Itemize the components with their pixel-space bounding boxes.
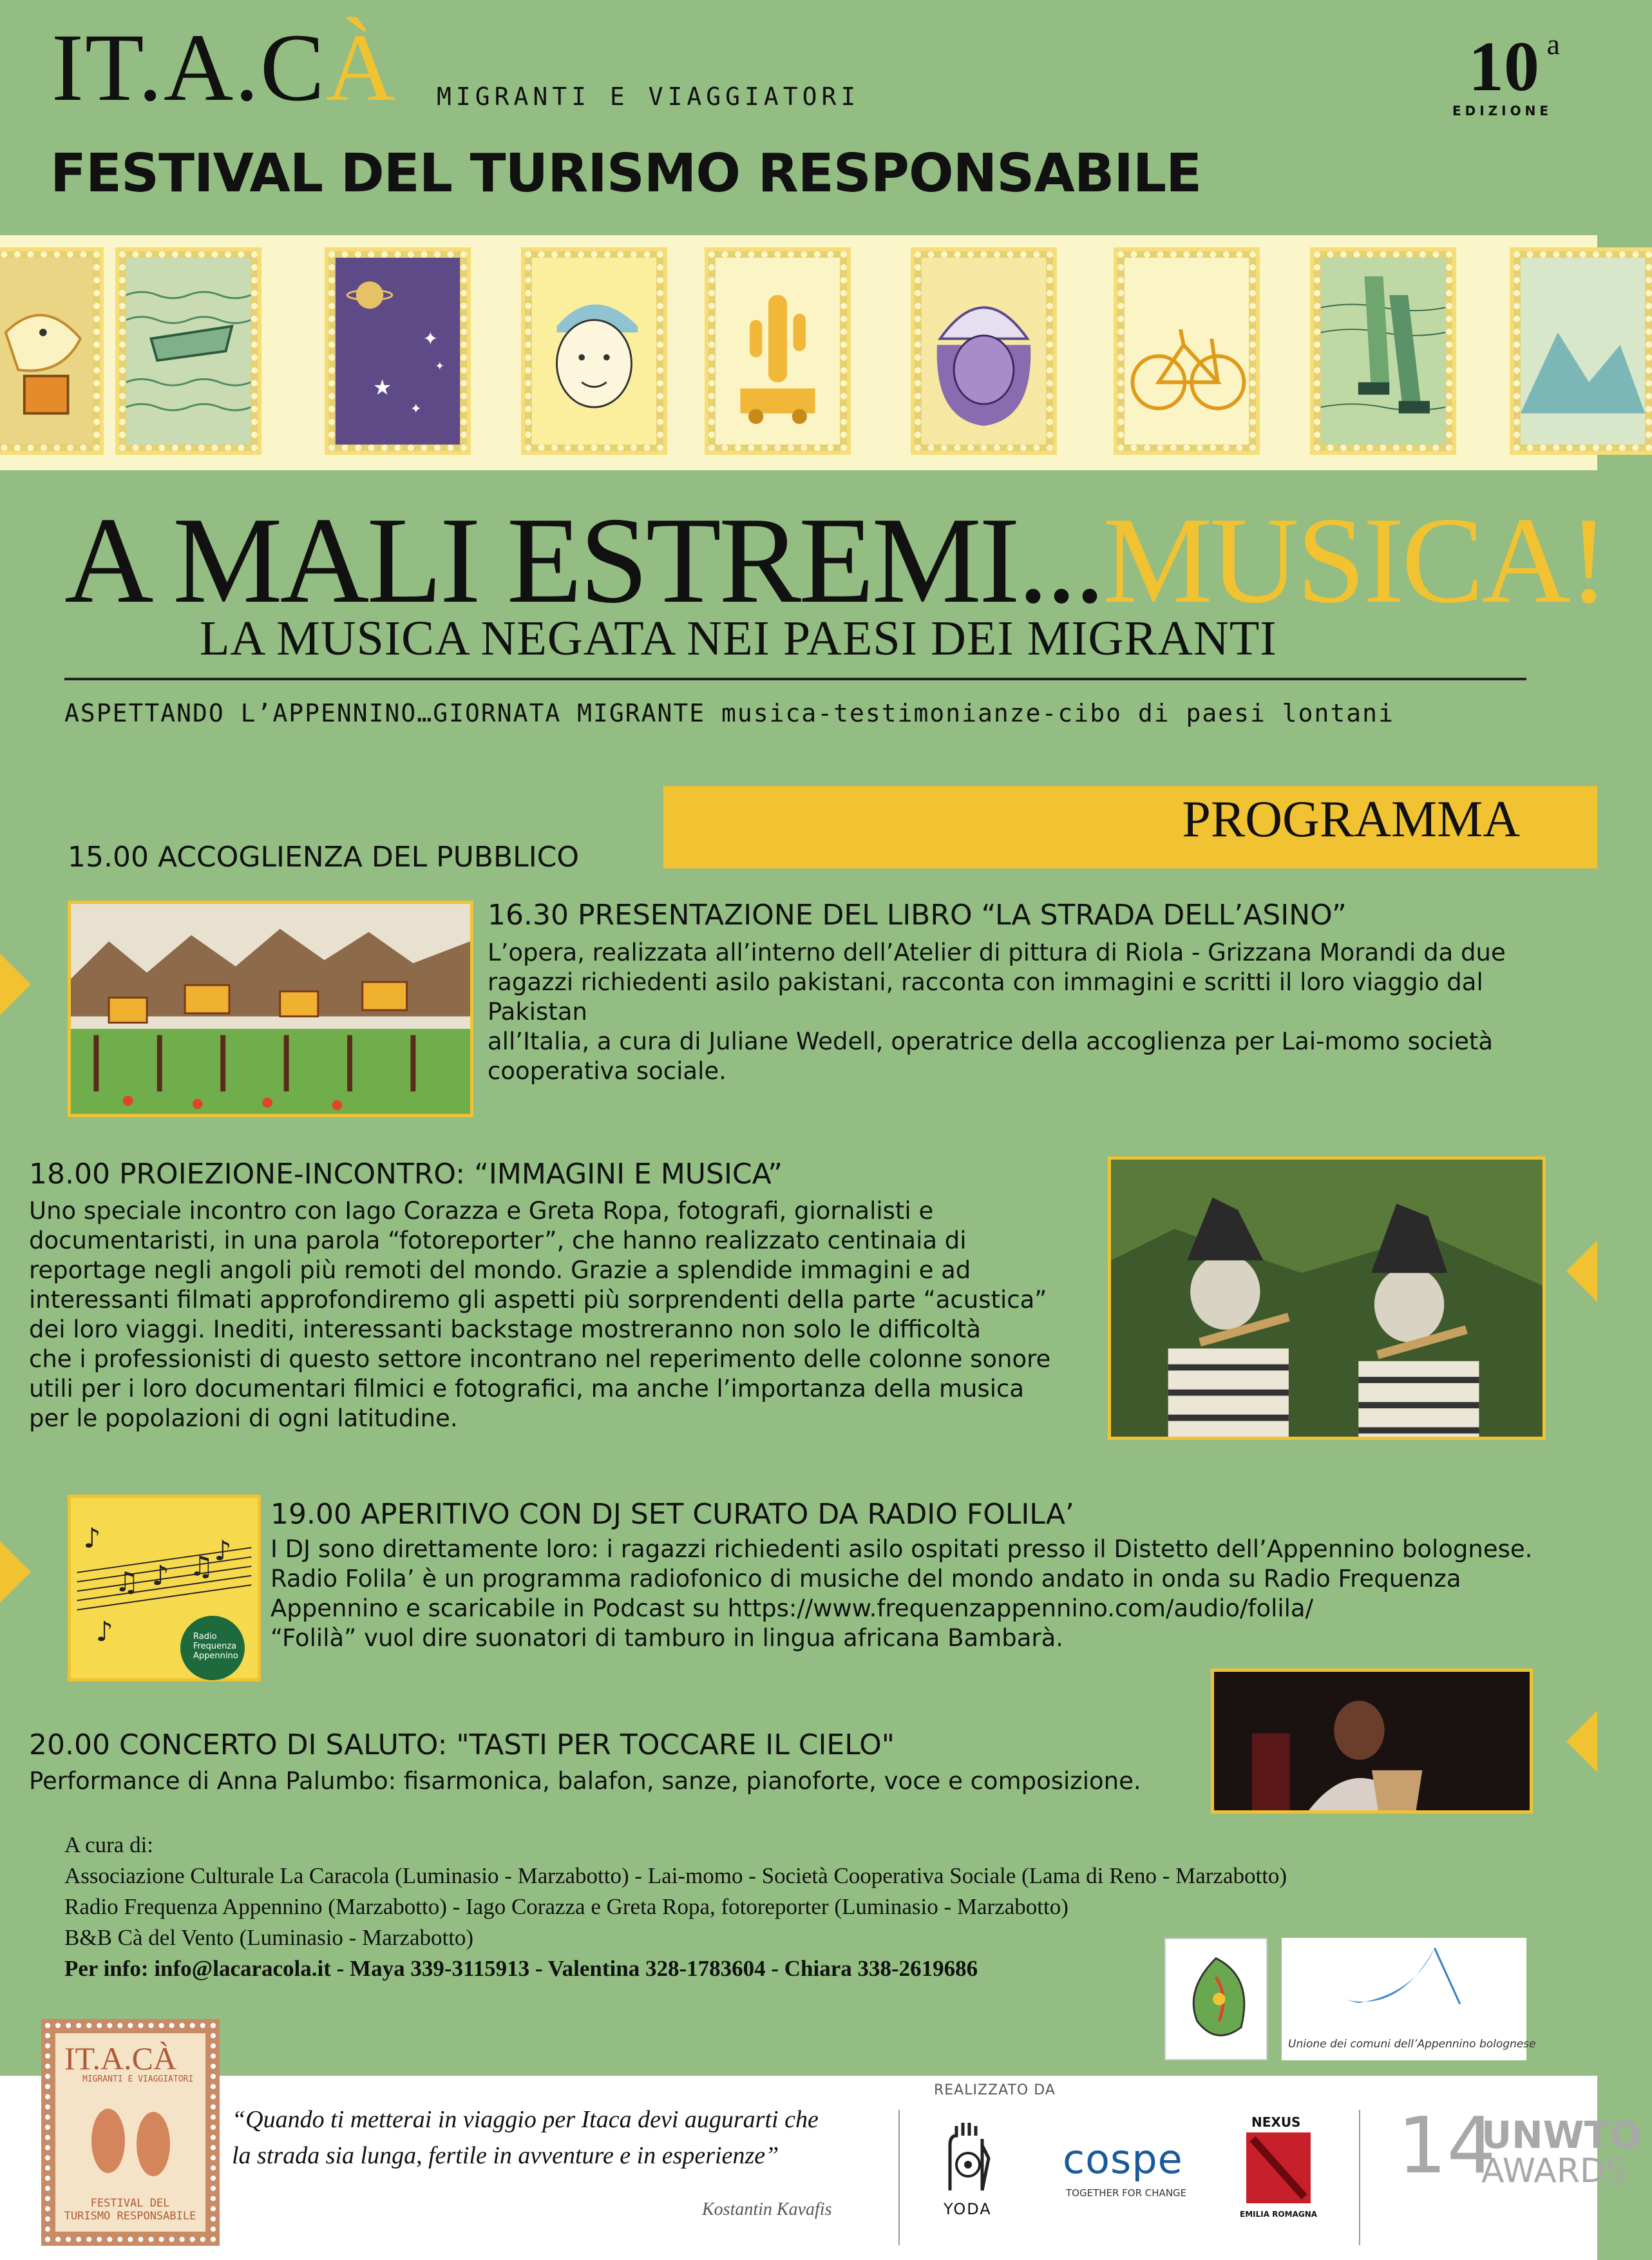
book-painting-image (68, 901, 473, 1117)
body-line: Radio Folila’ è un programma radiofonico di musiche del mondo andato in onda su Radio Frequenza (271, 1565, 1461, 1593)
svg-text:♪: ♪ (214, 1535, 232, 1567)
stamp-bicycle (1117, 251, 1256, 451)
edition-superscript: a (1546, 28, 1560, 61)
svg-text:✦: ✦ (422, 327, 439, 350)
stamp-cactus-truck (708, 251, 847, 451)
body-line: Uno speciale incontro con Iago Corazza e Greta Ropa, fotografi, giornalisti e (29, 1197, 934, 1225)
kavafis-quote (232, 2102, 895, 2174)
bicycle-illustration (1124, 258, 1249, 445)
edition-label: EDIZIONE (1452, 103, 1552, 119)
svg-text:✦: ✦ (410, 401, 422, 417)
body-line: ragazzi richiedenti asilo pakistani, racconta con immagini e scritti il loro viaggio dal Pakistan (488, 968, 1483, 1026)
event-title-highlight: MUSICA! (1103, 492, 1607, 629)
stamp-bottom-line: FESTIVAL DEL (90, 2197, 170, 2210)
body-line: cooperativa sociale. (488, 1057, 726, 1085)
girl-beanie-illustration (921, 258, 1047, 445)
unione-logo-text: Unione dei comuni dell’Appennino bolognese (1288, 2038, 1536, 2051)
yoda-logo (931, 2120, 1008, 2197)
svg-text:♪: ♪ (95, 1616, 113, 1649)
radio-logo-line: Appennino (193, 1651, 238, 1661)
stamp-bird-traveller (0, 251, 100, 451)
footer-divider (898, 2110, 900, 2245)
village-painting-illustration (71, 904, 470, 1114)
stamp-bottom-line: TURISMO RESPONSABILE (64, 2210, 196, 2223)
body-line: all’Italia, a cura di Juliane Wedell, operatrice della accoglienza per Lai-momo società (488, 1028, 1494, 1055)
unwto-bottom: AWARDS (1481, 2152, 1628, 2190)
stamp-logo-sub: MIGRANTI E VIAGGIATORI (82, 2074, 194, 2084)
arrow-right-marker (0, 953, 31, 1015)
cospe-logo: cospe (1063, 2136, 1183, 2183)
body-line: reportage negli angoli più remoti del mondo. Grazie a splendide immagini e ad (29, 1256, 971, 1284)
stamp-logo-text: IT.A.CÀ (64, 2040, 177, 2076)
schedule-heading-2000: 20.00 CONCERTO DI SALUTO: "TASTI PER TOCCARE IL CIELO" (29, 1729, 895, 1761)
svg-text:♫: ♫ (114, 1566, 139, 1598)
boy-face-illustration (531, 258, 657, 445)
logo-itaca (52, 14, 397, 121)
schedule-heading-1800: 18.00 PROIEZIONE-INCONTRO: “IMMAGINI E MUSICA” (29, 1158, 783, 1191)
realizzato-label: REALIZZATO DA (934, 2082, 1056, 2098)
walking-legs-illustration (1320, 258, 1446, 445)
svg-text:✦: ✦ (435, 360, 445, 373)
caracola-logo (1164, 1938, 1267, 2060)
mountain-illustration (1520, 258, 1646, 445)
body-line: Appennino e scaricabile in Podcast su https://www.frequenzappennino.com/audio/folila/ (271, 1594, 1314, 1622)
svg-text:★: ★ (372, 374, 392, 400)
body-line: che i professionisti di questo settore incontrano nel reperimento delle colonne sonore (29, 1345, 1051, 1373)
nexus-text: NEXUS (1251, 2114, 1301, 2130)
nexus-square-icon (1246, 2132, 1311, 2203)
svg-text:♪: ♪ (83, 1523, 101, 1555)
stamp-mountain (1514, 251, 1652, 451)
schedule-body-1800 (29, 1196, 1111, 1433)
divider-top (64, 678, 1526, 680)
arrow-left-marker (1566, 1710, 1597, 1772)
body-line: “Folilà” vuol dire suonatori di tamburo in lingua africana Bambarà. (271, 1624, 1064, 1652)
svg-text:♪: ♪ (151, 1560, 169, 1593)
stamp-boy-portrait (525, 251, 663, 451)
schedule-body-1630 (488, 938, 1557, 1086)
yoda-hand-icon (931, 2120, 1008, 2197)
nexus-logo (1246, 2114, 1311, 2203)
logo-subtitle: MIGRANTI E VIAGGIATORI (437, 82, 860, 111)
event-title (64, 492, 1607, 629)
unwto-number: 14 (1398, 2102, 1496, 2191)
schedule-heading-1500: 15.00 ACCOGLIENZA DEL PUBBLICO (68, 841, 580, 874)
body-line: per le popolazioni di ogni latitudine. (29, 1404, 458, 1432)
body-line: utili per i loro documentari filmici e fotografici, ma anche l’importanza della musica (29, 1375, 1025, 1403)
schedule-heading-1900: 19.00 APERITIVO CON DJ SET CURATO DA RADIO FOLILA’ (271, 1498, 1074, 1531)
quote-line: “Quando ti metterai in viaggio per Itaca devi augurarti che (232, 2106, 819, 2133)
body-line: documentaristi, in una parola “fotoreporter”, che hanno realizzato centinaia di (29, 1227, 967, 1254)
svg-text:♫: ♫ (189, 1551, 214, 1583)
credits-line: Associazione Culturale La Caracola (Luminasio - Marzabotto) - Lai-momo - Società Cooperativa Sociale (Lama di Reno - Marzabotto) (64, 1863, 1287, 1888)
body-line: interessanti filmati approfondiremo gli aspetti più sorprendenti della parte “acustica” (29, 1286, 1047, 1314)
cospe-tagline: TOGETHER FOR CHANGE (1066, 2187, 1187, 2199)
schedule-heading-1630: 16.30 PRESENTAZIONE DEL LIBRO “LA STRADA DELL’ASINO” (488, 899, 1347, 932)
body-line: L’opera, realizzata all’interno dell’Atelier di pittura di Riola - Grizzana Morandi da due (488, 939, 1506, 966)
footprints-icon (70, 2092, 192, 2189)
logo-main: IT.A.C (52, 14, 326, 121)
stamp-boat-waves (119, 251, 258, 451)
caracola-shell-icon (1166, 1939, 1266, 2059)
radio-logo-text (193, 1632, 238, 1661)
schedule-body-1900 (271, 1535, 1565, 1653)
logo-accent: À (325, 14, 397, 121)
boat-illustration (126, 258, 251, 445)
credits-line: Radio Frequenza Appennino (Marzabotto) - Iago Corazza e Greta Ropa, fotoreporter (Luminasio - Marzabotto) (64, 1894, 1068, 1919)
itaca-stamp-logo (45, 2023, 216, 2242)
unione-comuni-logo (1282, 1938, 1536, 2060)
nexus-sub: EMILIA ROMAGNA (1240, 2210, 1318, 2219)
event-subtitle: LA MUSICA NEGATA NEI PAESI DEI MIGRANTI (200, 611, 1277, 666)
body-line: dei loro viaggi. Inediti, interessanti backstage mostreranno non solo le difficoltà (29, 1316, 982, 1343)
tribal-flute-players-image (1111, 1160, 1543, 1437)
contact-info: Per info: info@lacaracola.it - Maya 339-3115913 - Valentina 328-1783604 - Chiara 338-2619686 (64, 1956, 978, 1981)
event-title-main: A MALI ESTREMI... (64, 492, 1103, 629)
stamp-walking-legs (1314, 251, 1452, 451)
stamp-night-sky (328, 251, 467, 451)
arrow-left-marker (1566, 1240, 1597, 1302)
festival-title: FESTIVAL DEL TURISMO RESPONSABILE (50, 143, 1202, 204)
event-tagline: ASPETTANDO L’APPENNINO…GIORNATA MIGRANTE musica-testimonianze-cibo di paesi lontani (64, 699, 1394, 727)
stamp-bottom-text (59, 2197, 201, 2223)
body-line: Performance di Anna Palumbo: fisarmonica, balafon, sanze, pianoforte, voce e composizione. (29, 1767, 1141, 1795)
drummer-performer-image (1214, 1672, 1530, 1810)
footer-divider (1359, 2110, 1360, 2245)
planet-stars-illustration (335, 258, 460, 445)
edition-number: 10 (1468, 27, 1539, 106)
stamp-girl-beanie (915, 251, 1053, 451)
credits-label: A cura di: (64, 1832, 154, 1857)
quote-author: Kostantin Kavafis (702, 2199, 832, 2219)
radio-logo-line: Radio (193, 1632, 217, 1642)
concert-photo (1211, 1669, 1533, 1814)
quote-line: la strada sia lunga, fertile in avventure e in esperienze” (232, 2142, 779, 2169)
programma-label: PROGRAMMA (1182, 791, 1520, 848)
musicians-photo (1108, 1156, 1546, 1440)
arrow-right-marker (0, 1541, 31, 1603)
stamps-illustration-band (0, 235, 1597, 470)
schedule-body-2000 (29, 1767, 1220, 1796)
cactus-truck-illustration (715, 258, 840, 445)
unwto-top: UNWTO (1481, 2113, 1642, 2157)
credits-line: B&B Cà del Vento (Luminasio - Marzabotto) (64, 1925, 474, 1950)
unione-swoosh-icon (1282, 1938, 1526, 2035)
radio-logo-line: Frequenza (193, 1642, 237, 1651)
credits-block (64, 1830, 1287, 1984)
bird-illustration (0, 258, 93, 445)
yoda-text: YODA (944, 2200, 992, 2218)
body-line: I DJ sono direttamente loro: i ragazzi richiedenti asilo ospitati presso il Distetto dell’Appennino bolognese. (271, 1535, 1533, 1563)
